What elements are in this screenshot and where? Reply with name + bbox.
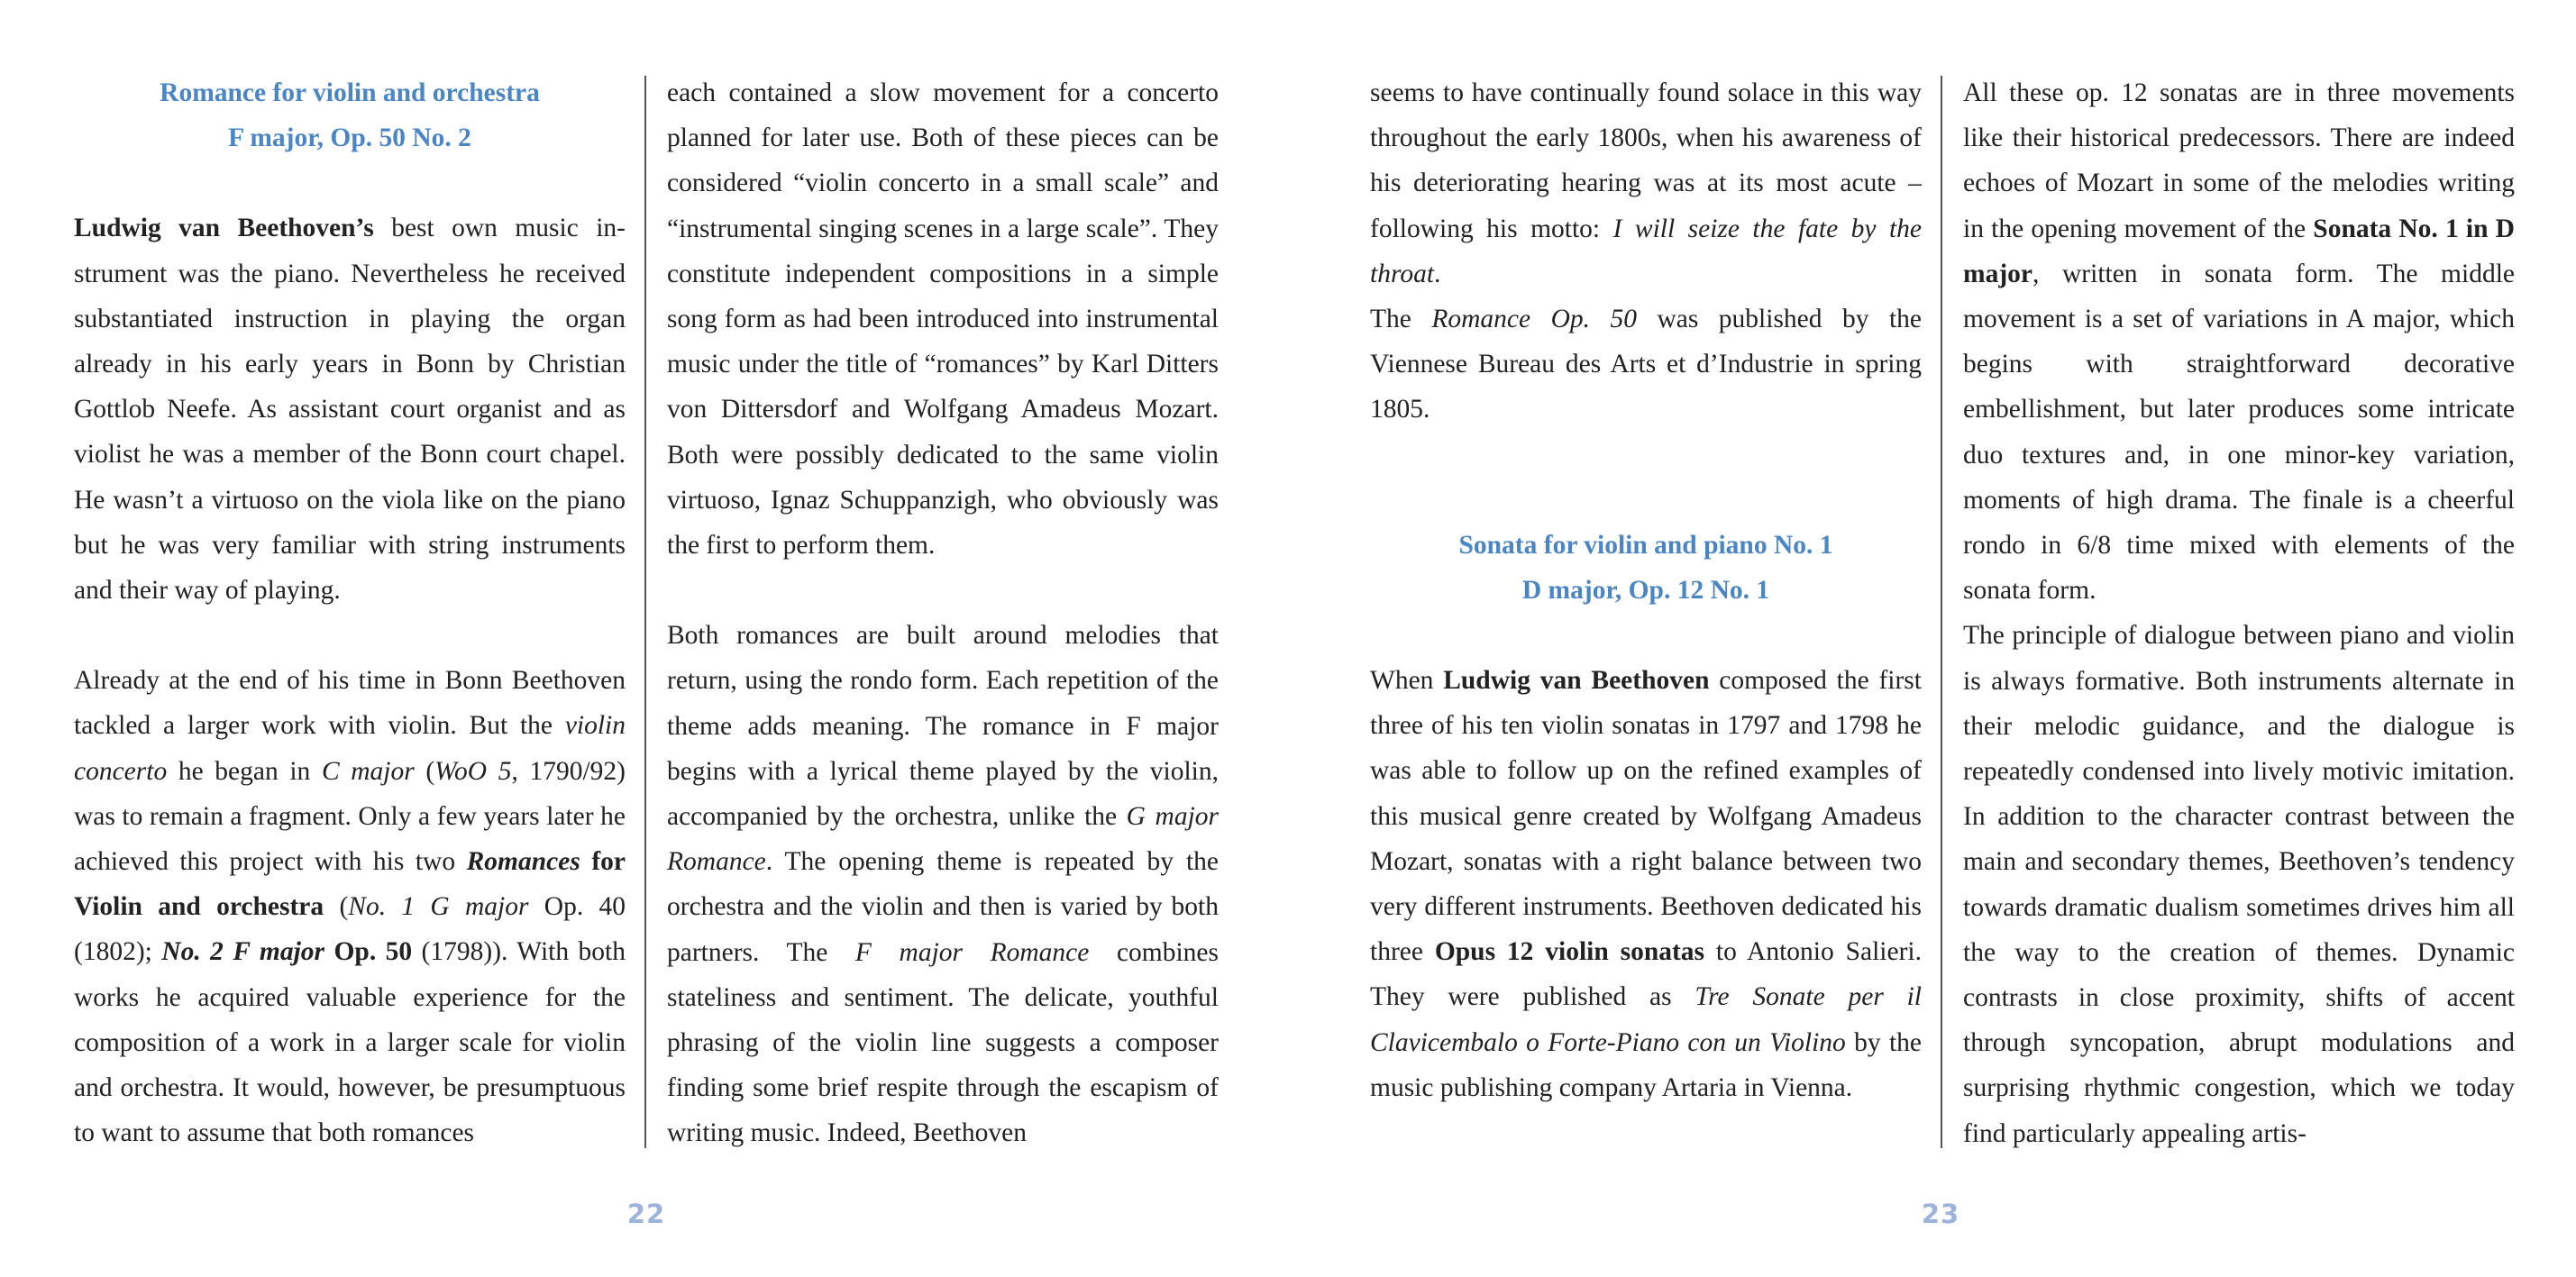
text-run: When bbox=[1370, 666, 1444, 696]
text-run: The bbox=[1370, 305, 1432, 334]
text-run: All these op. 12 sonatas are in three movements like their historical predecessors. There are indeed echoes of Mozart in some of the melodies writing in the opening movement of the bbox=[1963, 78, 2515, 243]
text-run: The principle of dialogue between piano and violin is always formative. Both instruments alternate in their melodic guidance, and the dialogue is repeatedly condensed into lively motivic imitation. In addition to the character contrast between the main and secondary themes, Beethoven’s tendency towards dramatic dualism sometimes drives him all the way to the creation of themes. Dynamic contrasts in close proximity, shifts of accent through syncopation, abrupt modulations and surprising rhythmic congestion, which we today find particularly appealing artis- bbox=[1963, 621, 2515, 1148]
bold-text: Ludwig van Beethoven’s bbox=[74, 214, 374, 243]
text-run: Already at the end of his time in Bonn Beethoven tackled a larger work with violin. But the bbox=[74, 666, 626, 741]
text-run: ( bbox=[324, 892, 349, 922]
heading-line: Sonata for violin and piano No. 1 bbox=[1458, 530, 1833, 560]
left-page-column-2 bbox=[667, 70, 1219, 1156]
bold-text: Opus 12 violin sonatas bbox=[1434, 937, 1705, 967]
paragraph bbox=[74, 658, 626, 1155]
text-run: , 1790/92) was to remain a fragment. Only a few years later he achieved this project with his two bbox=[74, 756, 626, 877]
bold-italic-text: No. 2 F major bbox=[161, 937, 325, 967]
right-page-column-1 bbox=[1370, 70, 1922, 1110]
heading-line: F major, Op. 50 No. 2 bbox=[228, 123, 471, 153]
bold-italic-text: Romances bbox=[466, 847, 580, 877]
page-number: 22 bbox=[626, 1199, 666, 1229]
text-run: seems to have continually found solace in this way throughout the early 1800s, when his awareness of his deteriorating hearing was at its most acute – following his motto: bbox=[1370, 78, 1922, 243]
paragraph bbox=[667, 70, 1219, 568]
section-heading-romance bbox=[74, 70, 626, 160]
paragraph bbox=[74, 205, 626, 613]
italic-text: F major Romance bbox=[854, 937, 1090, 967]
right-page bbox=[1288, 0, 2576, 1277]
paragraph bbox=[1963, 70, 2515, 613]
paragraph bbox=[1370, 70, 1922, 296]
paragraph bbox=[667, 613, 1219, 1155]
italic-text: WoO 5 bbox=[434, 756, 512, 786]
text-run: combines stateliness and sentiment. The delicate, youthful phrasing of the violin line suggests a composer finding some brief respite through the escapism of writing music. Indeed, Beethoven bbox=[667, 937, 1219, 1148]
text-run: composed the first three of his ten violin sonatas in 1797 and 1798 he was able to follow up on the refined examples of this musical genre created by Wolfgang Amadeus Mozart, sonatas with a right balance between two very different instruments. Beethoven dedicated his three bbox=[1370, 666, 1922, 967]
heading-line: Romance for violin and orchestra bbox=[160, 78, 540, 107]
heading-line: D major, Op. 12 No. 1 bbox=[1521, 575, 1770, 605]
bold-text: Sonata No. 1 in D major bbox=[1963, 214, 2515, 288]
column-divider bbox=[644, 76, 646, 1148]
text-run bbox=[580, 847, 592, 876]
text-run: Op. 40 (1802); bbox=[74, 892, 626, 967]
bold-text: for Violin and orchestra bbox=[74, 847, 626, 922]
italic-text: C major bbox=[321, 756, 415, 786]
italic-text: violin concerto bbox=[74, 711, 626, 786]
bold-text: Op. 50 bbox=[324, 937, 413, 967]
text-run: ( bbox=[414, 756, 435, 786]
italic-text: No. 1 G major bbox=[348, 892, 529, 922]
column-divider bbox=[1941, 76, 1942, 1148]
text-run: Both romances are built around melodies that return, using the rondo form. Each repetition of the theme adds meaning. The romance in F major begins with a lyrical theme played by the violin, accompanied by the orchestra, unlike the bbox=[667, 621, 1219, 832]
text-run: was published by the Viennese Bureau des Arts et d’Industrie in spring 1805. bbox=[1370, 305, 1922, 424]
italic-text: I will seize the fate by the throat bbox=[1370, 214, 1922, 288]
left-page-column-1 bbox=[74, 70, 626, 1155]
italic-text: G major Romance bbox=[667, 802, 1219, 877]
paragraph bbox=[1370, 658, 1922, 1110]
italic-text: Romance Op. 50 bbox=[1431, 305, 1637, 334]
text-run: by the music publishing company Artaria in Vienna. bbox=[1370, 1027, 1922, 1102]
text-run: he began in bbox=[167, 756, 322, 786]
italic-text: Tre Sonate per il Clavicembalo o Forte-Piano con un Violino bbox=[1370, 982, 1923, 1057]
text-run: best own music instrument was the piano. Nevertheless he received substantiated instruction in playing the organ already in his early years in Bonn by Christian Gottlob Neefe. As assistant court organist and as violist he was a member of the Bonn court chapel. He wasn’t a virtuoso on the viola like on the piano but he was very familiar with string instruments and their way of playing. bbox=[74, 214, 626, 606]
text-run: , written in sonata form. The middle movement is a set of variations in A major, which begins with straightforward decorative embellishment, but later produces some intricate duo textures and, in one minor-key variation, moments of high drama. The finale is a cheerful rondo in 6/8 time mixed with elements of the sonata form. bbox=[1963, 259, 2515, 606]
paragraph bbox=[1370, 296, 1922, 433]
text-run: . bbox=[1434, 259, 1441, 288]
text-run: (1798)). With both works he acquired valuable experience for the composition of a work in a larger scale for violin and orchestra. It would, however, be presumptuous to want to assume that both romances bbox=[74, 937, 626, 1148]
text-run: each contained a slow movement for a concerto planned for later use. Both of these pieces can be considered “violin concerto in a small scale” and “instrumental singing scenes in a large scale”. They constitute independent compositions in a simple song form as had been introduced into instrumental music under the title of “romances” by Karl Ditters von Dittersdorf and Wolfgang Amadeus Mozart. Both were possibly dedicated to the same violin virtuoso, Ignaz Schuppanzigh, who obviously was the first to perform them. bbox=[667, 78, 1219, 561]
bold-text: Ludwig van Beethoven bbox=[1443, 666, 1710, 696]
paragraph bbox=[1963, 613, 2515, 1155]
right-page-column-2 bbox=[1963, 70, 2515, 1156]
page-number: 23 bbox=[1921, 1199, 1960, 1229]
text-run: to Antonio Salieri. They were published as bbox=[1370, 937, 1922, 1012]
text-run: . The opening theme is repeated by the orchestra and the violin and then is varied by both partners. The bbox=[667, 847, 1219, 967]
section-heading-sonata bbox=[1370, 523, 1922, 613]
